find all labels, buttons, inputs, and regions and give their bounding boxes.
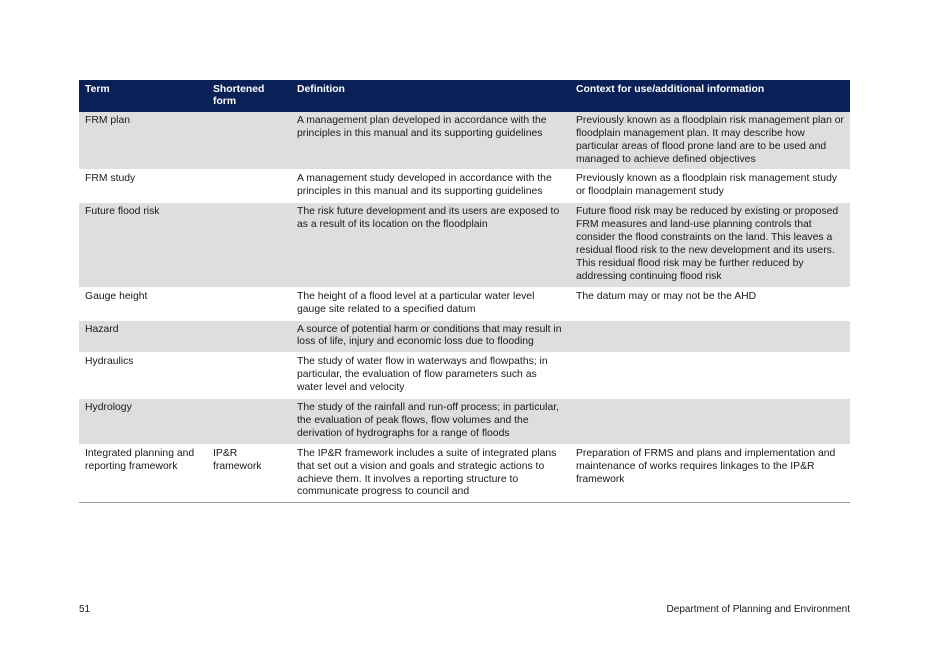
footer-organisation: Department of Planning and Environment	[666, 604, 850, 615]
cell-shortened-form	[207, 288, 291, 321]
table-row	[79, 399, 850, 445]
cell-definition: A management study developed in accordance with the principles in this manual and its supporting guidelines	[291, 170, 570, 203]
header-shortened-form: Shortened form	[207, 80, 291, 112]
header-term: Term	[79, 80, 207, 112]
cell-term: Hydrology	[79, 399, 207, 445]
cell-term: Hydraulics	[79, 353, 207, 399]
cell-definition: A management plan developed in accordance with the principles in this manual and its supporting guidelines	[291, 112, 570, 171]
table-row	[79, 170, 850, 203]
cell-term: FRM plan	[79, 112, 207, 171]
cell-term: Integrated planning and reporting framework	[79, 445, 207, 504]
glossary-table	[79, 80, 850, 503]
cell-context	[570, 321, 850, 354]
cell-definition: The IP&R framework includes a suite of integrated plans that set out a vision and goals and strategic actions to achieve them. It involves a reporting structure to communicate progress to council and	[291, 445, 570, 504]
cell-shortened-form	[207, 170, 291, 203]
header-definition: Definition	[291, 80, 570, 112]
cell-definition: The risk future development and its users are exposed to as a result of its location on the floodplain	[291, 203, 570, 287]
cell-shortened-form	[207, 112, 291, 171]
cell-shortened-form	[207, 399, 291, 445]
cell-shortened-form	[207, 321, 291, 354]
table-row	[79, 288, 850, 321]
cell-context: Preparation of FRMS and plans and implementation and maintenance of works requires linkages to the IP&R framework	[570, 445, 850, 504]
table-row	[79, 353, 850, 399]
cell-definition: The height of a flood level at a particular water level gauge site related to a specified datum	[291, 288, 570, 321]
cell-context: Previously known as a floodplain risk management study or floodplain management study	[570, 170, 850, 203]
header-context: Context for use/additional information	[570, 80, 850, 112]
cell-context: Future flood risk may be reduced by existing or proposed FRM measures and land-use planning controls that consider the flood constraints on the land. This leaves a residual flood risk to the new development and its users. This residual flood risk may be further reduced by addressing continuing flood risk	[570, 203, 850, 287]
cell-context	[570, 353, 850, 399]
cell-term: Future flood risk	[79, 203, 207, 287]
cell-shortened-form	[207, 353, 291, 399]
cell-context: The datum may or may not be the AHD	[570, 288, 850, 321]
table-row	[79, 112, 850, 171]
cell-term: Gauge height	[79, 288, 207, 321]
cell-definition: A source of potential harm or conditions that may result in loss of life, injury and economic loss due to flooding	[291, 321, 570, 354]
table-header-row	[79, 80, 850, 112]
cell-term: Hazard	[79, 321, 207, 354]
table-row	[79, 203, 850, 287]
page-number: 51	[79, 604, 91, 615]
cell-shortened-form: IP&R framework	[207, 445, 291, 504]
cell-definition: The study of the rainfall and run-off process; in particular, the evaluation of peak flows, flow volumes and the derivation of hydrographs for a range of floods	[291, 399, 570, 445]
cell-shortened-form	[207, 203, 291, 287]
cell-definition: The study of water flow in waterways and flowpaths; in particular, the evaluation of flow parameters such as water level and velocity	[291, 353, 570, 399]
cell-context	[570, 399, 850, 445]
cell-term: FRM study	[79, 170, 207, 203]
table-row	[79, 321, 850, 354]
table-row	[79, 445, 850, 504]
cell-context: Previously known as a floodplain risk management plan or floodplain management plan. It may describe how particular areas of flood prone land are to be used and managed to achieve defined objectives	[570, 112, 850, 171]
